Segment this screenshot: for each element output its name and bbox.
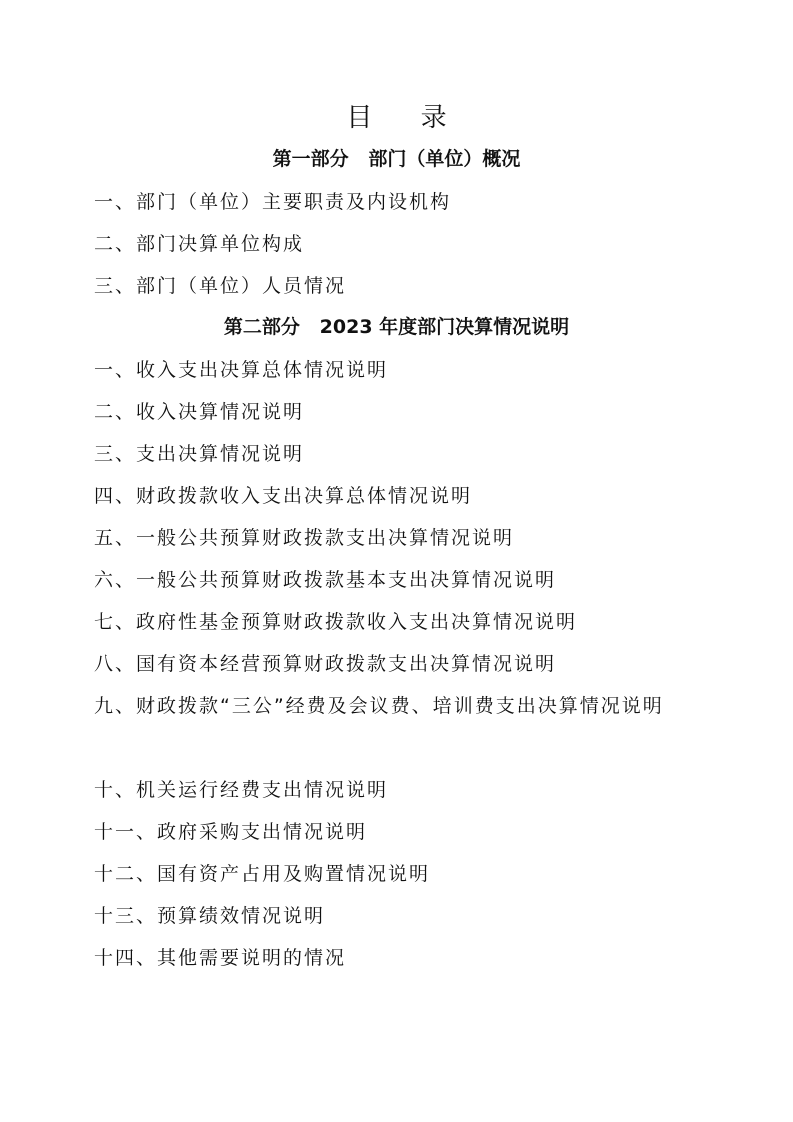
toc-item: 六、一般公共预算财政拨款基本支出决算情况说明 [94,569,557,591]
toc-item: 二、部门决算单位构成 [94,233,305,255]
toc-item: 十三、预算绩效情况说明 [94,905,326,927]
toc-item: 二、收入决算情况说明 [94,401,305,423]
part2-heading: 第二部分 2023 年度部门决算情况说明 [223,316,570,338]
toc-item: 九、财政拨款“三公”经费及会议费、培训费支出决算情况说明 [94,695,664,717]
toc-item: 十、机关运行经费支出情况说明 [94,779,389,801]
part1-heading: 第一部分 部门（单位）概况 [272,148,521,170]
toc-item: 一、部门（单位）主要职责及内设机构 [94,191,452,213]
toc-item: 十二、国有资产占用及购置情况说明 [94,863,431,885]
toc-title: 目 录 [346,103,467,133]
toc-item: 四、财政拨款收入支出决算总体情况说明 [94,485,473,507]
toc-item: 十一、政府采购支出情况说明 [94,821,368,843]
toc-item: 八、国有资本经营预算财政拨款支出决算情况说明 [94,653,557,675]
toc-item: 三、部门（单位）人员情况 [94,275,347,297]
toc-item: 十四、其他需要说明的情况 [94,947,347,969]
toc-item: 五、一般公共预算财政拨款支出决算情况说明 [94,527,515,549]
toc-item: 一、收入支出决算总体情况说明 [94,359,389,381]
toc-item: 七、政府性基金预算财政拨款收入支出决算情况说明 [94,611,578,633]
toc-item: 三、支出决算情况说明 [94,443,305,465]
